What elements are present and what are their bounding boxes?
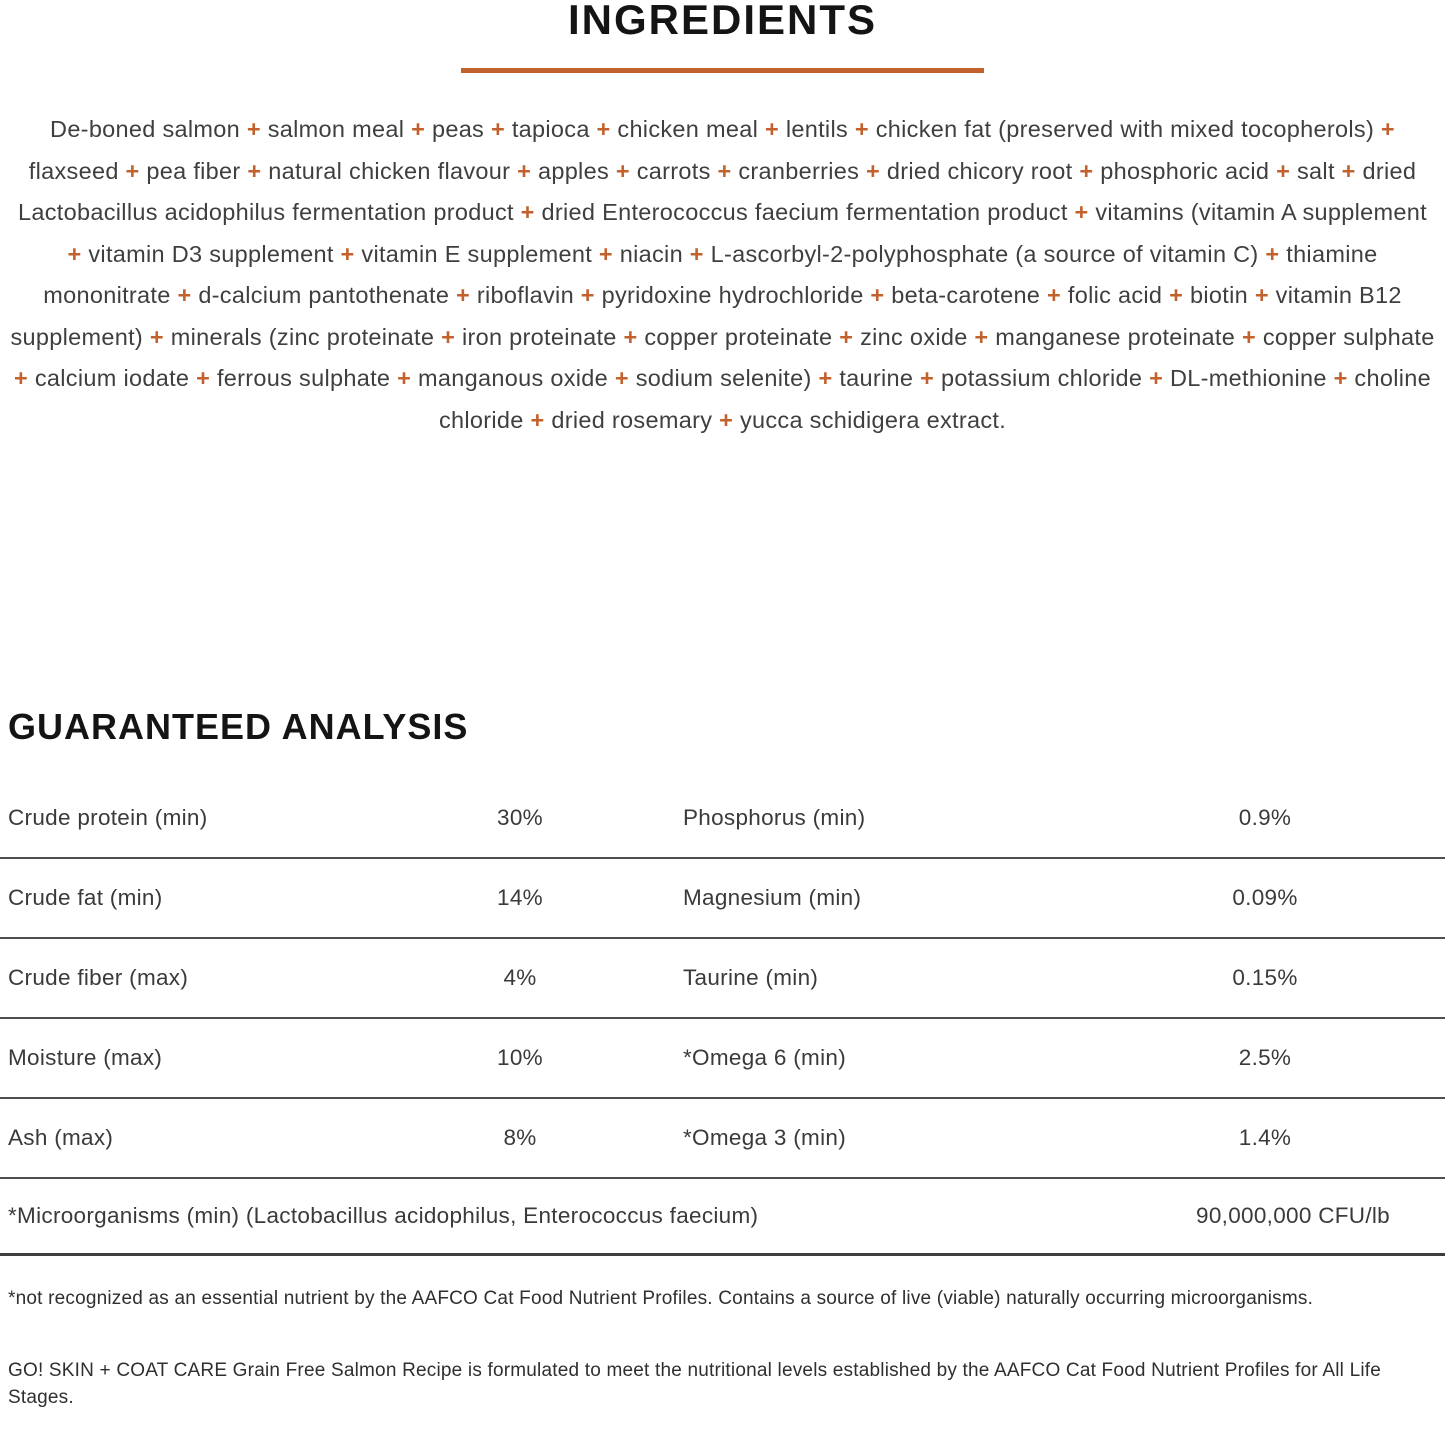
ingredient-item: salmon meal [267,116,405,142]
ingredient-item: ferrous sulphate [216,365,391,391]
analysis-label: Crude fiber (max) [8,965,189,990]
analysis-label: Phosphorus (min) [683,805,866,830]
plus-separator: + [143,323,171,350]
plus-separator: + [1258,240,1287,267]
ingredient-item: pyridoxine hydrochloride [601,282,864,308]
ingredient-item: phosphoric acid [1100,157,1270,184]
analysis-label: *Omega 6 (min) [683,1045,846,1070]
footnote-aafco-note: *not recognized as an essential nutrient by the AAFCO Cat Food Nutrient Profiles. Contains a source of live (viable) naturally occurring microorganisms. [8,1288,1314,1309]
plus-separator: + [758,116,786,142]
plus-separator: + [510,157,538,184]
plus-separator: + [592,240,620,267]
ingredient-item: vitamins (vitamin A supplement [1095,199,1427,225]
ingredient-item: L-ascorbyl-2-polyphosphate (a source of vitamin C) [710,240,1259,267]
ingredient-item: minerals (zinc proteinate [170,323,435,350]
analysis-value: 0.15% [1232,965,1298,990]
plus-separator: + [240,116,268,142]
plus-separator: + [449,282,477,308]
analysis-value: 10% [497,1045,543,1070]
analysis-row [0,1019,1445,1099]
ingredient-item: manganous oxide [417,365,609,391]
ingredient-item: peas [431,116,485,142]
analysis-value: 2.5% [1238,1045,1292,1070]
ingredient-item: tapioca [511,116,590,142]
ingredient-item: flaxseed [28,157,119,184]
plus-separator: + [170,282,199,308]
ingredient-item: manganese proteinate [995,323,1236,350]
ingredient-item: vitamin B12 supplement) [10,282,1402,350]
plus-separator: + [609,157,637,184]
ingredient-item: riboflavin [476,282,574,308]
plus-separator: + [1247,282,1276,308]
plus-separator: + [390,365,418,391]
analysis-label: Crude fat (min) [8,885,163,910]
plus-separator: + [1162,282,1190,308]
analysis-value: 90,000,000 CFU/lb [1196,1203,1390,1228]
analysis-value: 1.4% [1238,1125,1292,1150]
analysis-label: Taurine (min) [683,965,819,990]
plus-separator: + [67,240,89,267]
analysis-label: Crude protein (min) [8,805,208,830]
ingredient-item: vitamin E supplement [361,240,593,267]
plus-separator: + [848,116,876,142]
plus-separator: + [1269,157,1297,184]
plus-separator: + [1040,282,1068,308]
ingredient-item: chicken meal [617,116,759,142]
plus-separator: + [1374,116,1395,142]
ingredient-item: choline chloride [438,365,1431,433]
plus-separator: + [811,365,840,391]
analysis-label: *Omega 3 (min) [683,1125,846,1150]
analysis-label: Magnesium (min) [683,885,862,910]
ingredient-item: vitamin D3 supplement [88,240,334,267]
analysis-label: Moisture (max) [8,1045,163,1070]
footnote-formulation-statement: GO! SKIN + COAT CARE Grain Free Salmon Recipe is formulated to meet the nutritional levels established by the AAFCO Cat Food Nutrient Profiles for All Life Stages. [8,1360,1382,1408]
accent-divider [461,68,984,73]
plus-separator: + [189,365,217,391]
plus-separator: + [404,116,432,142]
guaranteed-analysis-title: GUARANTEED ANALYSIS [8,706,469,747]
plus-separator: + [484,116,512,142]
plus-separator: + [832,323,861,350]
plus-separator: + [608,365,636,391]
plus-separator: + [1072,157,1101,184]
plus-separator: + [616,323,645,350]
plus-separator: + [967,323,996,350]
plus-separator: + [589,116,618,142]
ingredient-item: DL-methionine [1170,365,1327,391]
plus-separator: + [333,240,362,267]
ingredient-item: beta-carotene [891,282,1041,308]
ingredient-item: biotin [1190,282,1248,308]
ingredient-item: cranberries [738,157,860,184]
analysis-value: 14% [497,885,543,910]
ingredient-item: lentils [785,116,849,142]
analysis-row [0,1099,1445,1179]
analysis-value: 0.09% [1232,885,1298,910]
plus-separator: + [863,282,892,308]
analysis-row [0,939,1445,1019]
ingredient-item: d-calcium pantothenate [198,282,450,308]
ingredient-item: carrots [636,157,711,184]
plus-separator: + [1235,323,1263,350]
analysis-label: Ash (max) [8,1125,114,1150]
ingredient-item: thiamine mononitrate [43,240,1378,308]
ingredient-item: zinc oxide [860,323,968,350]
ingredients-title: INGREDIENTS [567,0,878,43]
plus-separator: + [710,157,739,184]
ingredient-item: dried Enterococcus faecium fermentation product [541,199,1068,225]
plus-separator: + [118,157,147,184]
ingredients-text [10,109,1435,441]
ingredient-item: salt [1297,157,1335,184]
analysis-value: 8% [503,1125,537,1150]
ingredient-item: apples [537,157,610,184]
analysis-value: 30% [497,805,543,830]
analysis-row-microorganisms [0,1179,1445,1256]
ingredient-item: niacin [619,240,683,267]
plus-separator: + [1142,365,1170,391]
ingredient-item: iron proteinate [461,323,617,350]
ingredient-item: folic acid [1067,282,1163,308]
plus-separator: + [682,240,711,267]
ingredient-item: calcium iodate [34,365,190,391]
plus-separator: + [523,406,552,433]
plus-separator: + [859,157,887,184]
plus-separator: + [913,365,941,391]
analysis-label: *Microorganisms (min) (Lactobacillus acidophilus, Enterococcus faecium) [8,1203,759,1228]
ingredient-item: yucca schidigera extract. [739,406,1007,433]
plus-separator: + [434,323,462,350]
ingredient-item: copper proteinate [644,323,833,350]
ingredient-item: potassium chloride [940,365,1143,391]
analysis-row [0,859,1445,939]
plus-separator: + [14,365,35,391]
plus-separator: + [1326,365,1355,391]
ingredient-item: dried chicory root [886,157,1073,184]
ingredient-item: dried rosemary [551,406,713,433]
analysis-row [0,779,1445,859]
analysis-value: 0.9% [1238,805,1292,830]
plus-separator: + [1067,199,1096,225]
ingredient-item: sodium selenite) [635,365,812,391]
ingredient-item: natural chicken flavour [268,157,511,184]
ingredient-item: dried Lactobacillus acidophilus fermentation product [18,157,1417,225]
ingredient-item: taurine [839,365,914,391]
plus-separator: + [513,199,542,225]
analysis-value: 4% [503,965,537,990]
plus-separator: + [573,282,602,308]
plus-separator: + [712,406,740,433]
ingredient-item: chicken fat (preserved with mixed tocopherols) [875,116,1375,142]
ingredient-item: pea fiber [146,157,241,184]
plus-separator: + [1334,157,1363,184]
ingredient-item: copper sulphate [1262,323,1435,350]
guaranteed-analysis-table [0,779,1445,1256]
plus-separator: + [240,157,269,184]
ingredient-item: De-boned salmon [50,116,241,142]
